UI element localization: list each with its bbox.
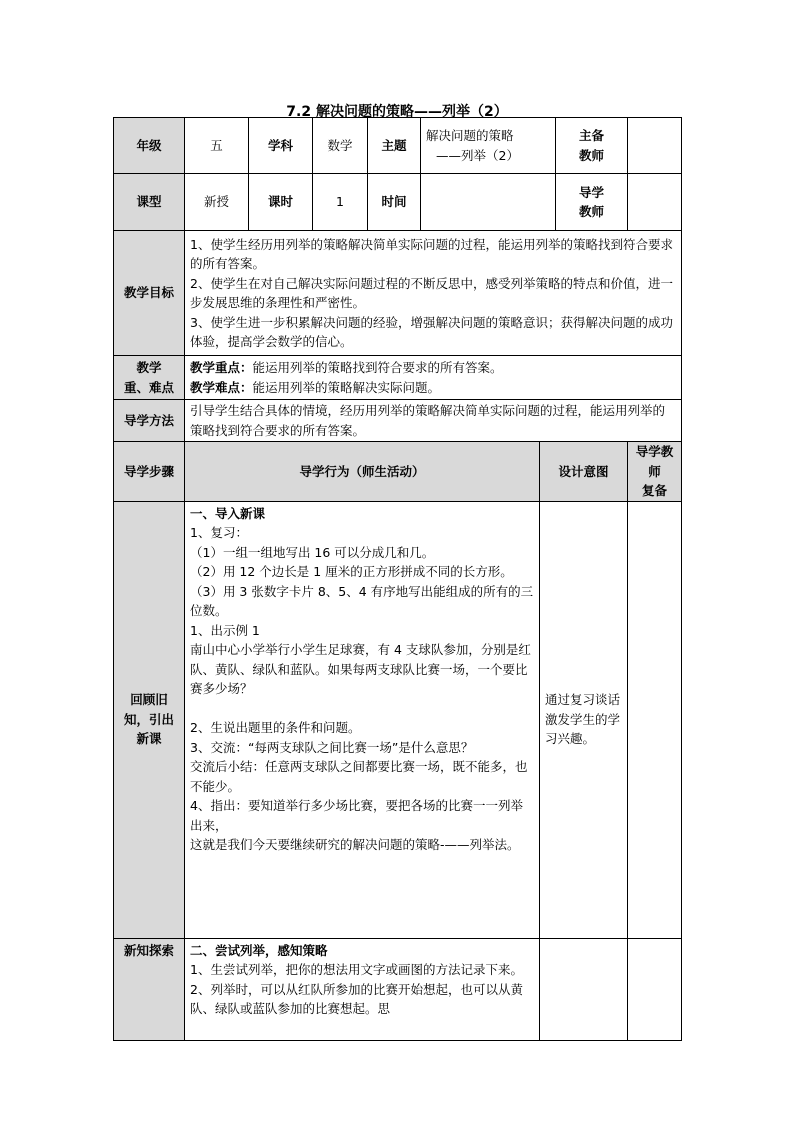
section-1-line: （1）一组一组地写出 16 可以分成几和几。 <box>190 544 435 560</box>
type-value: 新授 <box>185 174 249 231</box>
section-2-line: 2、列举时，可以从红队所参加的比赛开始想起，也可以从黄队、绿队或蓝队参加的比赛想起。思 <box>190 981 523 1016</box>
keypoints-label-2: 重、难点 <box>123 379 174 395</box>
section-1-line: 交流后小结：任意两支球队之间都要比赛一场，既不能多，也不能少。 <box>190 759 528 794</box>
section-1-line: 3、交流：“每两支球队之间比赛一场”是什么意思？ <box>190 739 474 755</box>
guide-teacher-label <box>556 174 628 231</box>
section-2-intent <box>540 938 628 1040</box>
section-1-intent: 通过复习谈话激发学生的学习兴趣。 <box>540 501 628 938</box>
section-1-label: 回顾旧知，引出新课 <box>114 501 185 938</box>
section-1-line: 南山中心小学举行小学生足球赛，有 4 支球队参加，分别是红队、黄队、绿队和蓝队。如果每两支球队比赛一场，一个要比赛多少场？ <box>190 642 531 696</box>
topic-value <box>421 118 556 174</box>
keypoints-content <box>185 356 682 400</box>
lead-teacher-label <box>556 118 628 174</box>
prep-header <box>628 442 682 502</box>
section-1-line: 1、出示例 1 <box>190 622 260 638</box>
steps-header-row <box>114 442 682 502</box>
lead-teacher-value <box>628 118 682 174</box>
method-label: 导学方法 <box>114 400 185 442</box>
section-1-row <box>114 501 682 938</box>
goals-row <box>114 231 682 356</box>
period-value: 1 <box>313 174 368 231</box>
topic-label: 主题 <box>368 118 421 174</box>
difficult-point-text: 能运用列举的策略解决实际问题。 <box>252 379 441 395</box>
keypoints-label-1: 教学 <box>136 360 162 375</box>
type-label: 课型 <box>114 174 185 231</box>
guide-teacher-label-1: 导学 <box>579 184 605 200</box>
lesson-plan-table <box>113 117 682 1041</box>
intent-header: 设计意图 <box>540 442 628 502</box>
key-point <box>190 358 676 378</box>
difficult-point-label: 教学难点： <box>190 379 253 395</box>
grade-value: 五 <box>185 118 249 174</box>
section-2-prep <box>628 938 682 1040</box>
info-row-2 <box>114 174 682 231</box>
info-row-1 <box>114 118 682 174</box>
lead-teacher-label-2: 教师 <box>579 147 605 163</box>
key-point-label: 教学重点： <box>190 360 253 375</box>
lead-teacher-label-1: 主备 <box>579 128 605 143</box>
prep-header-2: 复备 <box>642 483 668 498</box>
section-1-line: （3）用 3 张数字卡片 8、5、4 有序地写出能组成的所有的三位数。 <box>190 583 534 618</box>
section-1-prep <box>628 501 682 938</box>
section-1-line: 4、指出：要知道举行多少场比赛，要把各场的比赛一一列举出来， <box>190 798 523 833</box>
guide-teacher-label-2: 教师 <box>579 204 605 219</box>
topic-line-1: 解决问题的策略 <box>426 128 514 143</box>
section-2-label: 新知探索 <box>114 938 185 1040</box>
section-2-content <box>185 938 540 1040</box>
subject-value: 数学 <box>313 118 368 174</box>
time-value <box>421 174 556 231</box>
section-1-line: 2、生说出题里的条件和问题。 <box>190 720 361 735</box>
document-title: 7.2 解决问题的策略——列举（2） <box>286 104 508 120</box>
difficult-point <box>190 378 676 398</box>
section-2-heading: 二、尝试列举，感知策略 <box>190 942 328 958</box>
subject-label: 学科 <box>249 118 313 174</box>
period-label: 课时 <box>249 174 313 231</box>
keypoints-label <box>114 356 185 400</box>
grade-label: 年级 <box>114 118 185 174</box>
goals-content <box>185 231 682 356</box>
time-label: 时间 <box>368 174 421 231</box>
key-point-text: 能运用列举的策略找到符合要求的所有答案。 <box>252 360 503 375</box>
goal-item: 3、使学生进一步积累解决问题的经验，增强解决问题的策略意识；获得解决问题的成功体验，提高学会数学的信心。 <box>190 314 673 349</box>
section-1-line: 1、复习： <box>190 525 248 540</box>
guide-teacher-value <box>628 174 682 231</box>
section-1-blank-line <box>190 699 534 719</box>
goal-item: 1、使学生经历用列举的策略解决简单实际问题的过程，能运用列举的策略找到符合要求的所有答案。 <box>190 236 673 271</box>
keypoints-row <box>114 356 682 400</box>
section-2-line: 1、生尝试列举，把你的想法用文字或画图的方法记录下来。 <box>190 962 523 977</box>
prep-header-1: 导学教师 <box>635 444 674 479</box>
section-1-line: （2）用 12 个边长是 1 厘米的正方形拼成不同的长方形。 <box>190 564 513 579</box>
topic-line-2: ——列举（2） <box>436 147 519 163</box>
method-row <box>114 400 682 442</box>
section-2-row <box>114 938 682 1040</box>
goal-item: 2、使学生在对自己解决实际问题过程的不断反思中，感受列举策略的特点和价值，进一步发展思维的条理性和严密性。 <box>190 275 673 310</box>
section-1-content <box>185 501 540 938</box>
activity-header: 导学行为（师生活动） <box>185 442 540 502</box>
steps-header: 导学步骤 <box>114 442 185 502</box>
section-1-line: 这就是我们今天要继续研究的解决问题的策略-——列举法。 <box>190 837 520 852</box>
method-text: 引导学生结合具体的情境，经历用列举的策略解决简单实际问题的过程，能运用列举的策略找到符合要求的所有答案。 <box>185 400 682 442</box>
goals-label: 教学目标 <box>114 231 185 356</box>
section-1-heading: 一、导入新课 <box>190 505 266 521</box>
